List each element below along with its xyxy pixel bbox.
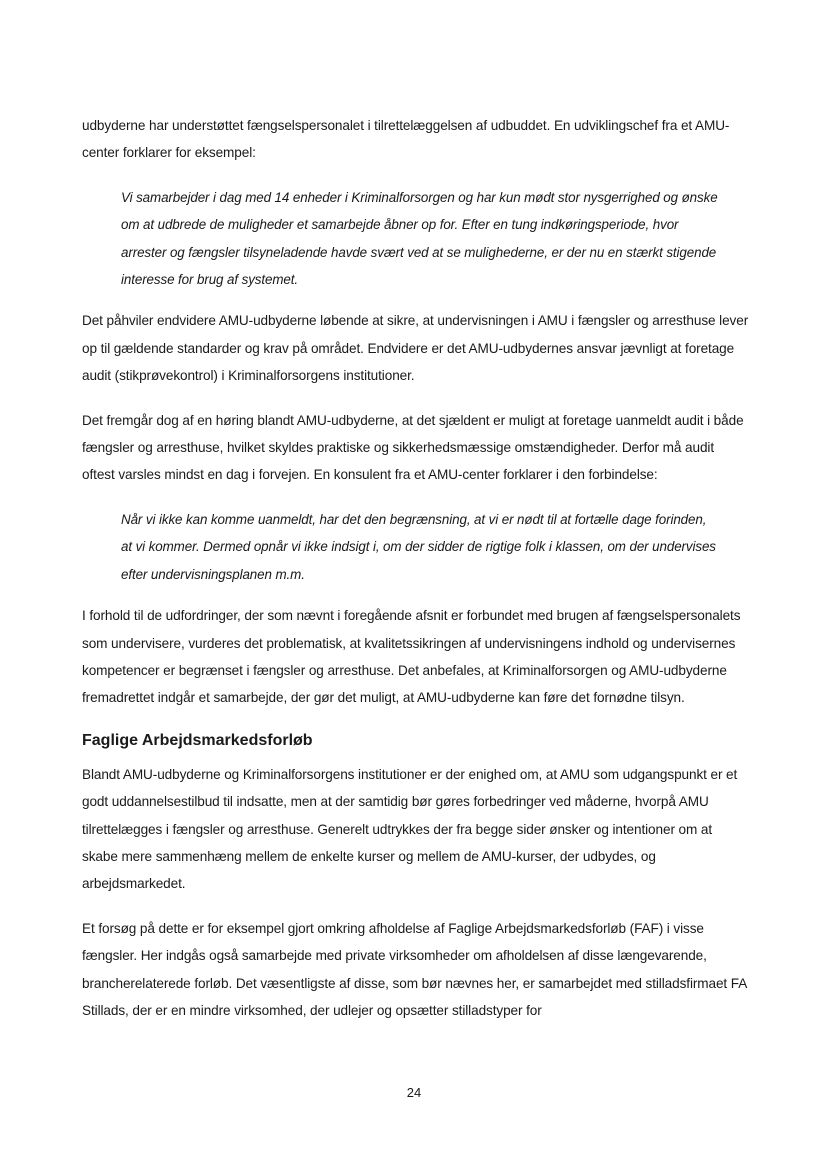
page-number: 24 xyxy=(406,1085,422,1100)
paragraph-faf: Et forsøg på dette er for eksempel gjort omkring afholdelse af Faglige Arbejdsmarkedsforløb (FAF) i visse fængsler. Her indgås også samarbejde med private virksomheder om afholdelsen af disse længevarende, brancherelaterede forløb. Det væsentligste af disse, som bør nævnes her, er samarbejdet med stilladsfirmaet FA Stillads, der er en mindre virksomhed, der udlejer og opsætter stilladstyper for xyxy=(82,920,747,1018)
section-heading: Faglige Arbejdsmarkedsforløb xyxy=(82,731,313,749)
quote-consultant: Når vi ikke kan komme uanmeldt, har det den begrænsning, at vi er nødt til at fortælle dage forinden, at vi kommer. Dermed opnår vi ikke indsigt i, om der sidder de rigtige folk i klassen, om der undervises efter undervisningsplanen m.m. xyxy=(121,511,716,582)
paragraph-consensus: Blandt AMU-udbyderne og Kriminalforsorgens institutioner er der enighed om, at AMU som udgangspunkt er et godt uddannelsestilbud til indsatte, men at der samtidig bør gøres forbedringer ved måderne, hvorpå AMU tilrettelægges i fængsler og arresthuse. Generelt udtrykkes der fra begge sider ønsker og intentioner om at skabe mere sammenhæng mellem de enkelte kurser og mellem de AMU-kurser, der udbydes, og arbejdsmarkedet. xyxy=(82,766,738,892)
paragraph-intro: udbyderne har understøttet fængselspersonalet i tilrettelæggelsen af udbuddet. En udviklingschef fra et AMU-center forklarer for eksempel: xyxy=(82,118,730,161)
quote-development-manager: Vi samarbejder i dag med 14 enheder i Kriminalforsorgen og har kun mødt stor nysgerrighed og ønske om at udbrede de muligheder et samarbejde åbner op for. Efter en tung indkøringsperiode, hvor arrester og fængsler tilsyneladende havde svært ved at se mulighederne, er der nu en stærkt stigende interesse for brug af systemet. xyxy=(121,189,718,288)
paragraph-audit: Det fremgår dog af en høring blandt AMU-udbyderne, at det sjældent er muligt at foretage uanmeldt audit i både fængsler og arresthuse, hvilket skyldes praktiske og sikkerhedsmæssige omstændigheder. Derfor må audit oftest varsles mindst en dag i forvejen. En konsulent fra et AMU-center forklarer i den forbindelse: xyxy=(82,412,744,483)
paragraph-amu-responsibility: Det påhviler endvidere AMU-udbyderne løbende at sikre, at undervisningen i AMU i fængsler og arresthuse lever op til gældende standarder og krav på området. Endvidere er det AMU-udbydernes ansvar jævnligt at foretage audit (stikprøvekontrol) i Kriminalforsorgens institutioner. xyxy=(82,313,749,384)
paragraph-recommendation: I forhold til de udfordringer, der som nævnt i foregående afsnit er forbundet med brugen af fængselspersonalets som undervisere, vurderes det problematisk, at kvalitetssikringen af undervisningens indhold og undervisernes kompetencer er begrænset i fængsler og arresthuse. Det anbefales, at Kriminalforsorgen og AMU-udbyderne fremadrettet indgår et samarbejde, der gør det muligt, at AMU-udbyderne kan føre det fornødne tilsyn. xyxy=(82,608,741,706)
page-content xyxy=(82,112,750,1041)
